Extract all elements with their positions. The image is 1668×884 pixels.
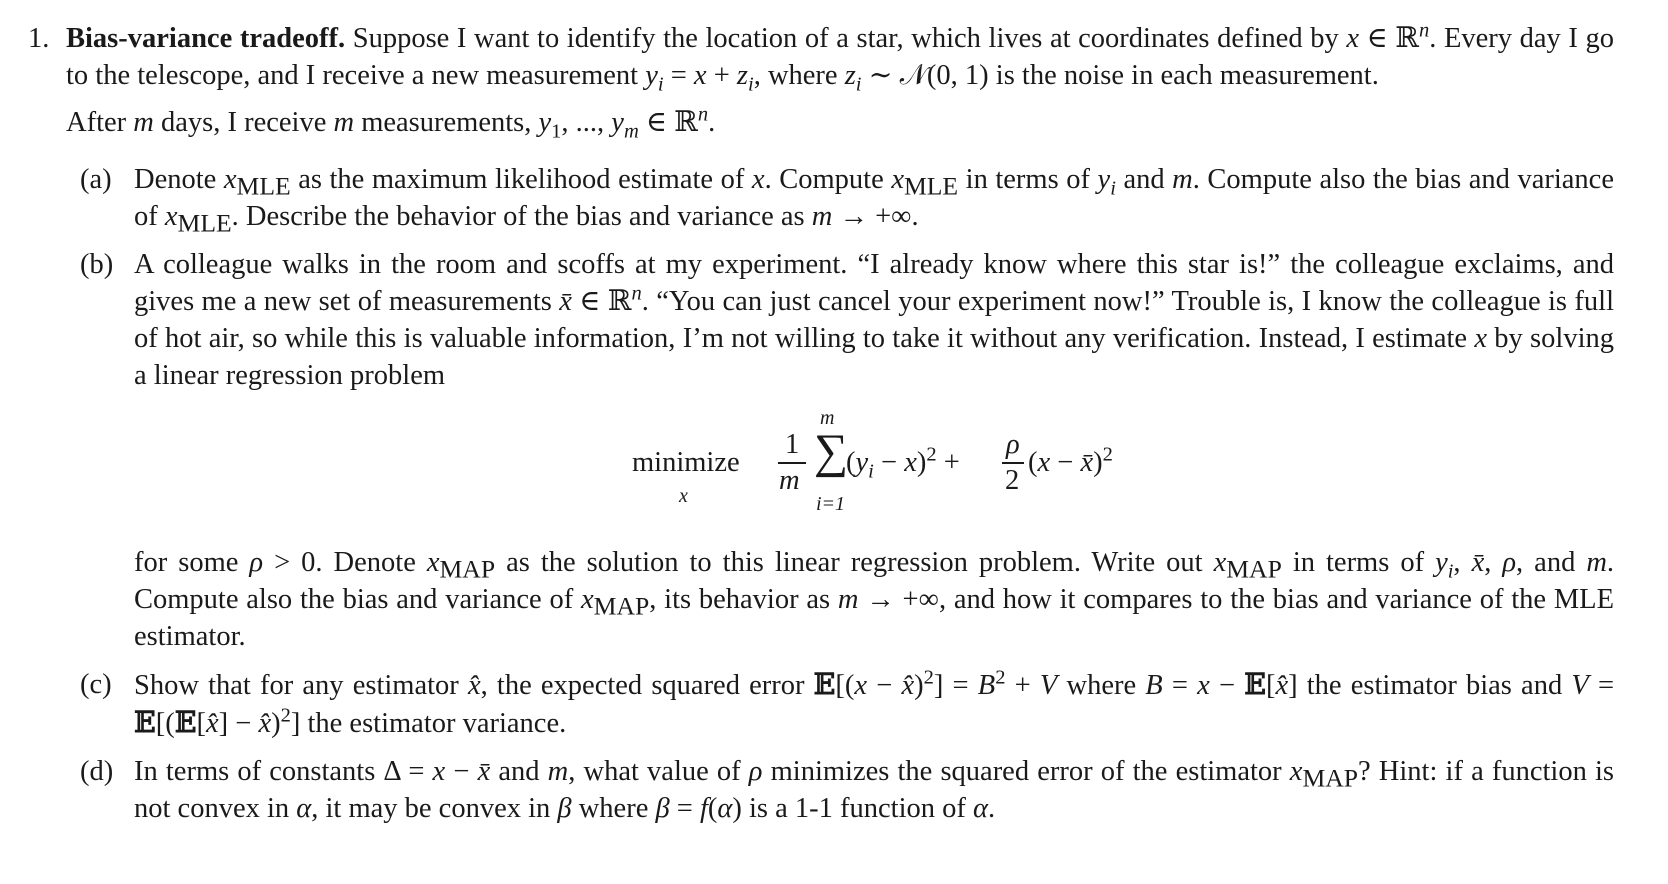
part-d: (d) In terms of constants Δ = x − x̄ and m, what value of ρ minimizes the squared error of the estimator $x_{MAP}$? Hint: if a function is not convex in α, it may be convex in β where β = f(α) is a 1-1 function of α. <box>66 753 1614 827</box>
part-c: (c) Show that for any estimator x̂, the expected squared error 𝔼[(x − x̂)$^2$] = $B^2 + V$ where B = x − 𝔼[x̂] the estimator bias and V = 𝔼[(𝔼[x̂] − x̂)$^2$] the estimator variance. <box>80 666 1615 739</box>
regression-equation <box>134 394 1614 544</box>
minimize-variable: x <box>679 485 688 507</box>
problem-title: Bias-variance tradeoff. <box>66 23 346 54</box>
subparts-list <box>28 161 1614 827</box>
part-d-label: (d) <box>80 756 114 787</box>
part-a: (a) Denote $x_{MLE}$ as the maximum likelihood estimate of x. Compute $x_{MLE}$ in terms of $y_i$ and m. Compute also the bias and variance of $x_{MLE}$. Describe the behavior of the bias and variance as m → +∞. <box>66 161 1614 235</box>
sum-upper-limit: m <box>820 407 835 429</box>
frac1-numerator: 1 <box>785 429 800 460</box>
frac2-denominator: 2 <box>1005 465 1020 496</box>
sum-lower-limit: i=1 <box>816 493 846 515</box>
part-b-label: (b) <box>80 249 114 280</box>
regularizer-term: (x − x̄)$^2$ <box>1028 443 1113 478</box>
problem-intro <box>28 20 1614 94</box>
frac1-denominator: m <box>779 465 800 496</box>
part-c-label: (c) <box>80 669 112 700</box>
summation-symbol: ∑ <box>814 425 849 478</box>
problem-number: 1. <box>28 23 50 54</box>
part-b: (b) A colleague walks in the room and scoffs at my experiment. “I already know where this star is!” the colleague exclaims, and gives me a new set of measurements x̄ ∈ ℝ$^n$. “You can just cancel your experiment now!” Trouble is, I know the colleague is full of hot air, so while this is valuable information, I’m not willing to take it without any verification. Instead, I estimate x by solving a linear regression problem minimize x 1 m m ∑ i=1 $(y_i - x)^2$ + ρ 2 (x − x̄)$^2$ for some ρ > 0. Denote $x_{MAP}$ as the solution to this linear regression problem. Write out $x_{MAP}$ in terms of $y_i$, x̄, ρ, and m. Compute also the bias and variance of $x_{MAP}$, its behavior as m → +∞, and how it compares to the bias and variance of the MLE estimator. <box>66 246 1614 655</box>
frac2-numerator: ρ <box>1006 429 1020 460</box>
squared-residual-term: $(y_i - x)^2$ + <box>846 443 960 483</box>
part-a-label: (a) <box>80 164 112 195</box>
problem-1 <box>28 20 1614 838</box>
intro-line-1: Suppose I want to identify the location of a star, which lives at coordinates defined by x ∈ ℝ$^n$. Every day I go to the telescope, and I receive a new measurement $y_i = x + z_i$, where $z_i$ ∼ 𝒩(0, 1) is the noise in each measurement. <box>66 19 1615 96</box>
after-days-paragraph: After m days, I receive m measurements, $y_1$, ..., $y_m$ ∈ ℝ$^n$. <box>66 103 716 143</box>
minimize-operator: minimize <box>632 447 740 478</box>
